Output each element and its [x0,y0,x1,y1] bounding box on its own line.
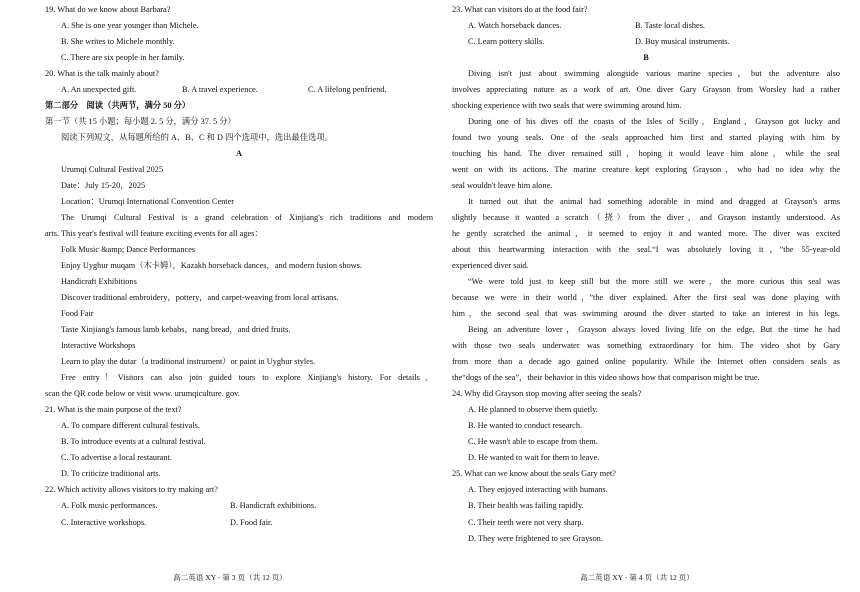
para4-line2: because we were in their world，”the diver explained. After the first seal was done playing with [452,293,840,302]
para5-line2: with those two seals underwater was something extraordinary for him. The video shot by Gary [452,341,840,350]
option-19b: B. She writes to Michele monthly. [61,37,175,46]
question-19: 19. What do we know about Barbara? [45,5,171,14]
option-22b: B. Handicraft exhibitions. [230,501,317,510]
option-25d: D. They were frightened to see Grayson. [468,534,603,543]
question-22: 22. Which activity allows visitors to try making art? [45,485,218,494]
para5-line3: from more than a decade ago gained online popularity. While the Internet often considers seals as [452,357,840,366]
para4-line3: him，the second seal that was swimming around the diver started to take an interest in his legs. [452,309,840,318]
passage-a-label: A [236,149,242,158]
option-21a: A. To compare different cultural festivals. [61,421,200,430]
para2-line1: During one of his dives off the coasts of the Isles of Scilly，England，Grayson got lucky and [468,117,840,126]
option-25b: B. Their health was failing rapidly. [468,501,584,510]
event-desc-handicraft: Discover traditional embroidery，pottery，and carpet-weaving from local artisans. [61,293,339,302]
option-20a: A. An unexpected gift. [61,85,137,94]
para2-line2: found two young seals. One of the seals approached him first and started playing with him by [452,133,840,142]
event-desc-music: Enjoy Uyghur muqam（木卡姆），Kazakh horseback dances，and modern fusion shows. [61,261,362,270]
passage-b-label: B [643,53,649,62]
option-22a: A. Folk music performances. [61,501,158,510]
section-one-heading: 第一节（共 15 小题；每小题 2. 5 分，满分 37. 5 分） [45,117,236,126]
para3-line1: It turned out that the animal had something adorable in mind and dragged at Grayson's arms [468,197,840,206]
para3-line5: experienced diver said. [452,261,529,270]
festival-date: Date：July 15-20，2025 [61,181,146,190]
question-21: 21. What is the main purpose of the text? [45,405,182,414]
option-23a: A. Watch horseback dances. [468,21,562,30]
option-23c: C. Learn pottery skills. [468,37,545,46]
option-22d: D. Food fair. [230,518,273,527]
free-entry-line1: Free entry！Visitors can also join guided tours to explore Xinjiang's history. For details， [61,373,433,382]
para2-line5: seal wouldn't leave him alone. [452,181,553,190]
question-23: 23. What can visitors do at the food fair? [452,5,588,14]
reading-instructions: 阅读下列短文，从每题所给的 A、B、C 和 D 四个选项中，选出最佳选项。 [61,133,333,142]
event-heading-handicraft: Handicraft Exhibitions [61,277,137,286]
para1-line1: Diving isn't just about swimming alongside various marine species，but the adventure also [468,69,840,78]
option-25a: A. They enjoyed interacting with humans. [468,485,608,494]
para5-line1: Being an adventure lover，Grayson always loved living life on the edge. But the time he had [468,325,840,334]
para3-line4: about this heartwarming interaction with the seal.“I was absolutely loving it，”the 55-year-old [452,245,840,254]
option-20c: C. A lifelong penfriend. [308,85,387,94]
option-23d: D. Buy musical instruments. [635,37,730,46]
question-25: 25. What can we know about the seals Gary met? [452,469,616,478]
event-heading-workshops: Interactive Workshops [61,341,136,350]
option-21d: D. To criticize traditional arts. [61,469,161,478]
event-heading-music: Folk Music &amp; Dance Performances [61,245,196,254]
option-24a: A. He planned to observe them quietly. [468,405,598,414]
option-21c: C. To advertise a local restaurant. [61,453,173,462]
festival-location: Location：Urumqi International Convention Center [61,197,235,206]
event-desc-food: Taste Xinjiang's famous lamb kebabs，nang bread，and dried fruits. [61,325,291,334]
right-page-footer: 高二英语 XY · 第 4 页（共 12 页） [580,573,694,582]
free-entry-line2: scan the QR code below or visit www. urumqiculture. gov. [45,389,240,398]
para4-line1: “We were told just to keep still but the more still we were，the more curious this seal was [468,277,840,286]
option-24b: B. He wanted to conduct research. [468,421,583,430]
option-23b: B. Taste local dishes. [635,21,706,30]
option-25c: C. Their teeth were not very sharp. [468,518,584,527]
option-24d: D. He wanted to wait for them to leave. [468,453,600,462]
option-19c: C. There are six people in her family. [61,53,185,62]
para3-line2: slightly because it wanted a scratch（挠）from the diver，and Grayson instantly understood. As [452,213,840,222]
para2-line4: went on with its actions. The marine creature kept exploring Grayson，who had no idea why the [452,165,840,174]
para2-line3: touching his hand. The diver remained still，hoping it would leave him alone，while the seal [452,149,840,158]
option-22c: C. Interactive workshops. [61,518,147,527]
festival-intro-line2: arts. This year's festival will feature exciting events for all ages： [45,229,263,238]
para3-line3: he gently scratched the animal，it seemed to enjoy it and wanted more. The diver was excited [452,229,840,238]
para5-line4: the“dogs of the sea”，their behavior in this video shows how that comparison might be true. [452,373,760,382]
festival-title: Urumqi Cultural Festival 2025 [61,165,164,174]
option-20b: B. A travel experience. [182,85,258,94]
event-desc-workshops: Learn to play the dutar（a traditional instrument）or paint in Uyghur styles. [61,357,316,366]
option-21b: B. To introduce events at a cultural festival. [61,437,206,446]
para1-line3: shocking experience with two seals that were swimming around him. [452,101,682,110]
question-20: 20. What is the talk mainly about? [45,69,159,78]
event-heading-food: Food Fair [61,309,94,318]
option-19a: A. She is one year younger than Michele. [61,21,199,30]
para1-line2: involves appreciating nature as a work of art. One diver Gary Grayson from Worsley had a rather [452,85,840,94]
question-24: 24. Why did Grayson stop moving after seeing the seals? [452,389,642,398]
option-24c: C. He wasn't able to escape from them. [468,437,598,446]
festival-intro-line1: The Urumqi Cultural Festival is a grand celebration of Xinjiang's rich traditions and modern [61,213,433,222]
part-two-heading: 第二部分 阅读（共两节，满分 50 分） [45,101,191,110]
left-page-footer: 高二英语 XY · 第 3 页（共 12 页） [173,573,287,582]
